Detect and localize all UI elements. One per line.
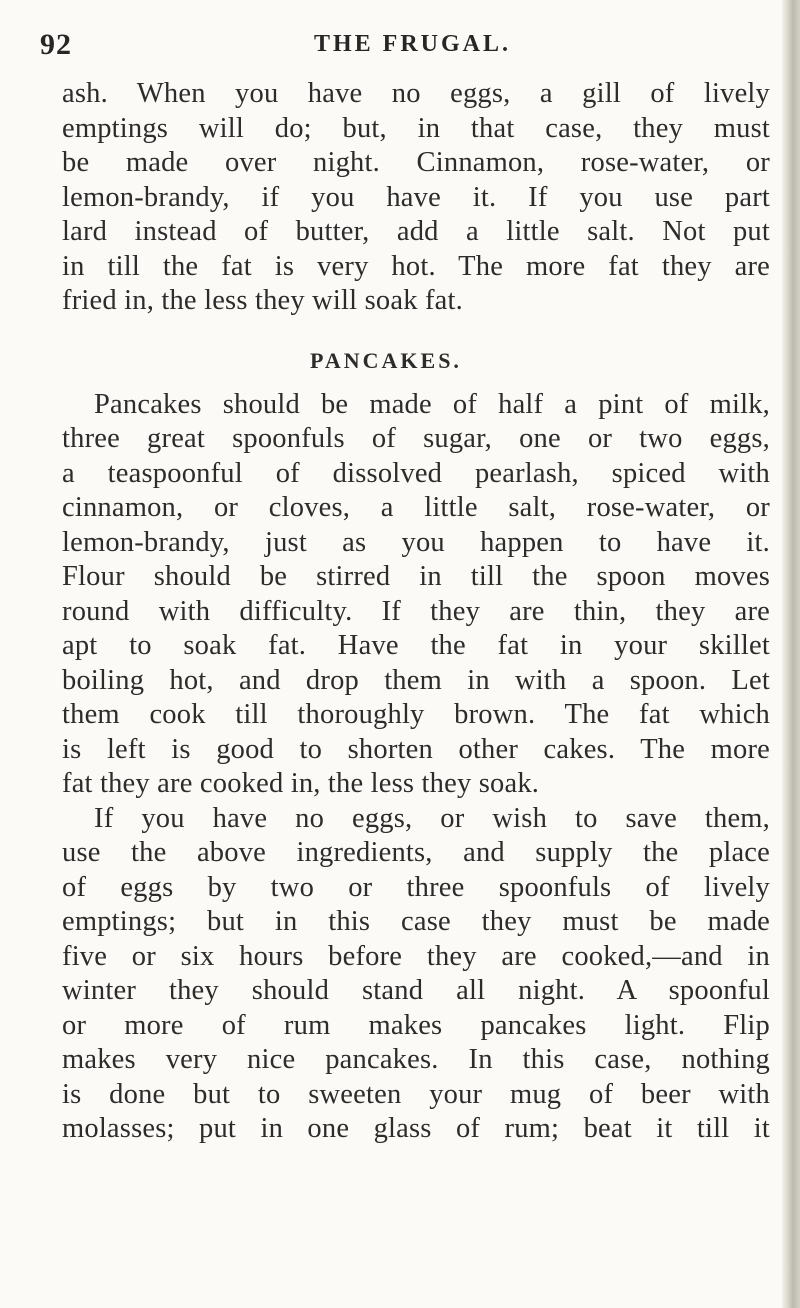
text-line: Pancakes should be made of half a pint of milk, (94, 388, 770, 420)
text-line: be made over night. Cinnamon, rose-water, or (62, 147, 770, 178)
text-line: them cook till thoroughly brown. The fat which (62, 699, 770, 730)
section-heading-pancakes: PANCAKES. (310, 347, 462, 373)
text-line: emptings; but in this case they must be made (62, 906, 770, 937)
text-line: lard instead of butter, add a little salt. Not put (62, 216, 770, 247)
text-line: boiling hot, and drop them in with a spoon. Let (62, 664, 770, 696)
paragraph-no-eggs (62, 802, 770, 1147)
text-line: a teaspoonful of dissolved pearlash, spiced with (62, 457, 770, 489)
paragraph-ash (62, 77, 770, 319)
page-number: 92 (40, 28, 72, 61)
page-header (40, 22, 740, 66)
text-line: lemon-brandy, if you have it. If you use part (62, 181, 770, 213)
text-line: molasses; put in one glass of rum; beat it till it (62, 1113, 770, 1144)
text-line: apt to soak fat. Have the fat in your skillet (62, 630, 770, 661)
text-line: use the above ingredients, and supply the place (62, 837, 770, 868)
text-line: or more of rum makes pancakes light. Flip (62, 1009, 770, 1041)
text-line: five or six hours before they are cooked,—and in (62, 940, 770, 972)
paragraph-pancakes (62, 388, 770, 802)
text-line: three great spoonfuls of sugar, one or two eggs, (62, 423, 770, 454)
text-line: If you have no eggs, or wish to save them, (94, 802, 770, 834)
text-line: emptings will do; but, in that case, they must (62, 112, 770, 144)
text-line: makes very nice pancakes. In this case, nothing (62, 1044, 770, 1075)
text-line: of eggs by two or three spoonfuls of lively (62, 871, 770, 903)
text-line: fried in, the less they will soak fat. (62, 285, 463, 316)
page-edge-shadow (782, 0, 800, 1308)
text-line: winter they should stand all night. A spoonful (62, 975, 770, 1006)
text-line: is done but to sweeten your mug of beer with (62, 1078, 770, 1110)
text-line: cinnamon, or cloves, a little salt, rose-water, or (62, 492, 770, 523)
text-line: Flour should be stirred in till the spoon moves (62, 561, 770, 592)
running-title: THE FRUGAL. (314, 31, 512, 57)
text-line: in till the fat is very hot. The more fat they are (62, 250, 770, 282)
text-line: lemon-brandy, just as you happen to have it. (62, 526, 770, 558)
text-line: round with difficulty. If they are thin, they are (62, 595, 770, 627)
body-text (62, 77, 770, 1147)
text-line: is left is good to shorten other cakes. The more (62, 733, 770, 765)
text-line: ash. When you have no eggs, a gill of lively (62, 78, 770, 109)
text-line: fat they are cooked in, the less they soak. (62, 768, 540, 799)
